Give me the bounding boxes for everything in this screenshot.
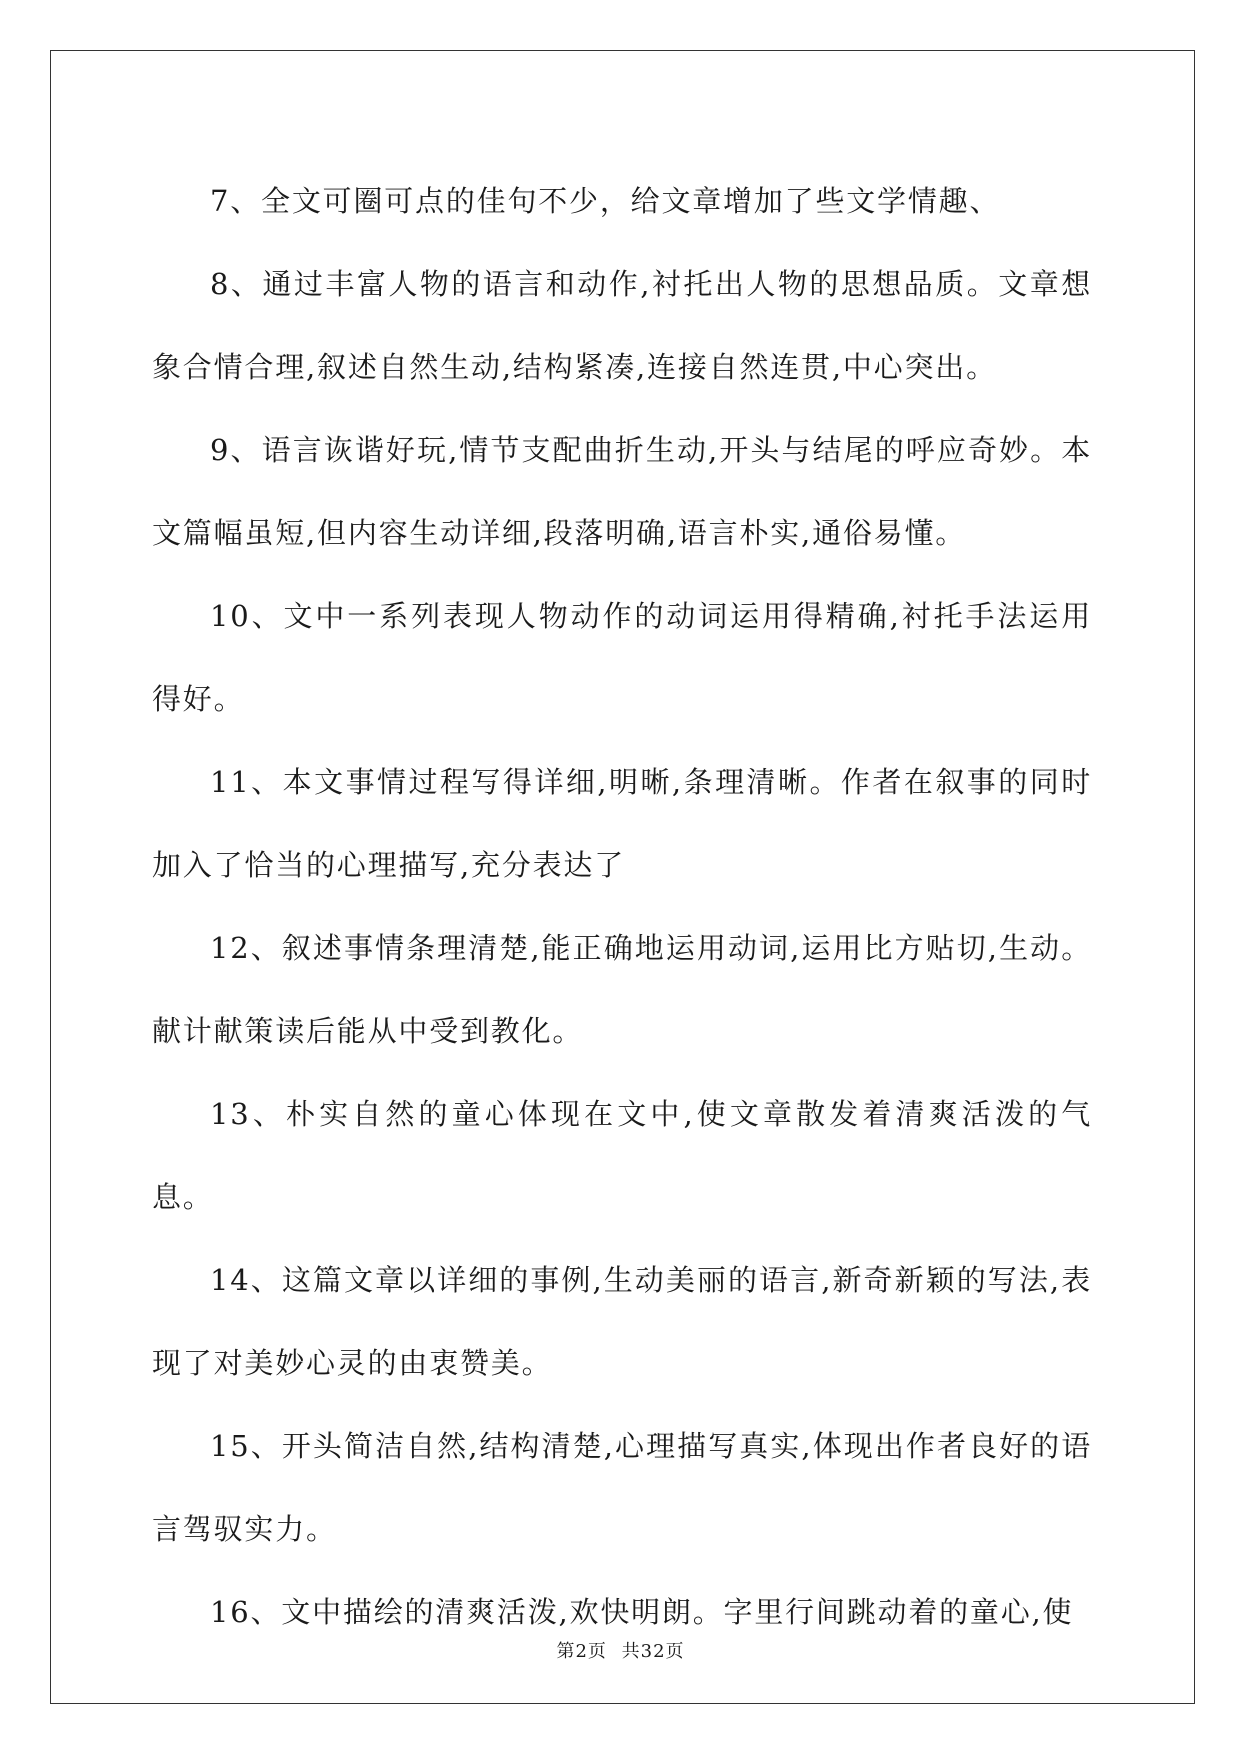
paragraph-15: 15、开头简洁自然,结构清楚,心理描写真实,体现出作者良好的语言驾驭实力。 bbox=[152, 1429, 1092, 1546]
paragraph-13: 13、朴实自然的童心体现在文中,使文章散发着清爽活泼的气息。 bbox=[152, 1097, 1092, 1214]
paragraph-14: 14、这篇文章以详细的事例,生动美丽的语言,新奇新颖的写法,表现了对美妙心灵的由衷赞美。 bbox=[152, 1263, 1092, 1380]
paragraph-9: 9、语言诙谐好玩,情节支配曲折生动,开头与结尾的呼应奇妙。本文篇幅虽短,但内容生动详细,段落明确,语言朴实,通俗易懂。 bbox=[152, 433, 1092, 550]
document-body bbox=[152, 160, 1092, 1654]
paragraph-7: 7、全文可圈可点的佳句不少，给文章增加了些文学情趣、 bbox=[210, 184, 1001, 218]
paragraph-8: 8、通过丰富人物的语言和动作,衬托出人物的思想品质。文章想象合情合理,叙述自然生动,结构紧凑,连接自然连贯,中心突出。 bbox=[152, 267, 1092, 384]
paragraph-11: 11、本文事情过程写得详细,明晰,条理清晰。作者在叙事的同时加入了恰当的心理描写,充分表达了 bbox=[152, 765, 1092, 882]
page-footer bbox=[0, 1637, 1241, 1663]
paragraph-10: 10、文中一系列表现人物动作的动词运用得精确,衬托手法运用得好。 bbox=[152, 599, 1092, 716]
total-pages: 共32页 bbox=[621, 1641, 685, 1662]
page-number: 第2页 bbox=[556, 1641, 607, 1662]
paragraph-12: 12、叙述事情条理清楚,能正确地运用动词,运用比方贴切,生动。献计献策读后能从中受到教化。 bbox=[152, 931, 1092, 1048]
paragraph-16: 16、文中描绘的清爽活泼,欢快明朗。字里行间跳动着的童心,使 bbox=[210, 1595, 1074, 1629]
